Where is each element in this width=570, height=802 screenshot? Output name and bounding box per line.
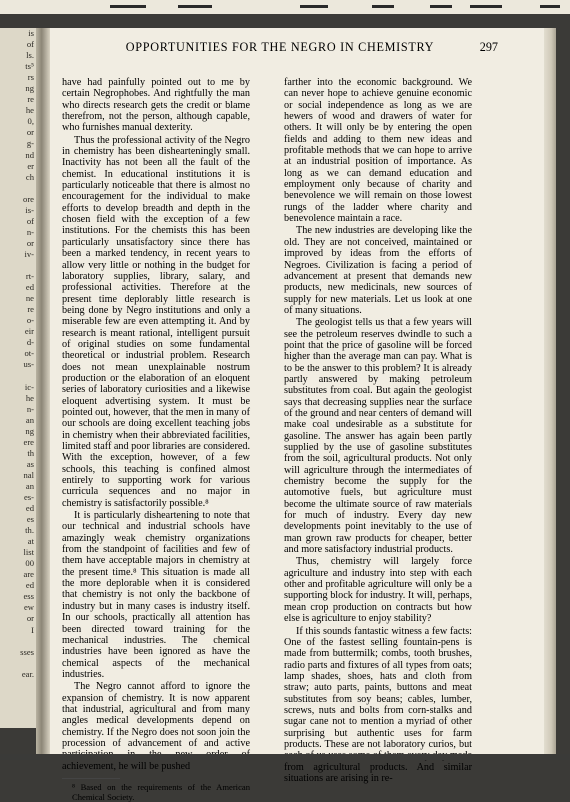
facing-page-fragment: of bbox=[26, 215, 34, 226]
facing-page-fragment: sses bbox=[20, 646, 34, 657]
paragraph: The new industries are developing like the old. They are not conceived, maintained or improved by ideas from the efforts of Negroes. Civilization is facing a period of advancement at present that demands new products, new medicinals, new sources of supply for new materials. Let us look at one of many situations. bbox=[284, 225, 472, 316]
facing-page-fragment: o- bbox=[26, 315, 34, 326]
facing-page-fragment: g- bbox=[26, 138, 34, 149]
facing-page-fragment: is- bbox=[25, 204, 34, 215]
facing-page-fragment: rs bbox=[27, 72, 34, 83]
facing-page-fragment: at bbox=[27, 536, 34, 547]
facing-page-fragment bbox=[0, 370, 36, 381]
facing-page-fragment: list bbox=[23, 547, 34, 558]
page-number: 297 bbox=[479, 40, 498, 54]
facing-page-fragment: er bbox=[27, 160, 34, 171]
facing-page-fragment: re bbox=[27, 94, 34, 105]
facing-page-fragment: nd bbox=[25, 149, 34, 160]
running-title: OPPORTUNITIES FOR THE NEGRO IN CHEMISTRY bbox=[125, 40, 435, 54]
facing-page-fragment: ear. bbox=[21, 668, 34, 679]
facing-page-fragment: he bbox=[25, 392, 34, 403]
facing-page-fragment: d- bbox=[26, 337, 34, 348]
facing-page-fragment: ot- bbox=[24, 348, 34, 359]
facing-page-fragment: he bbox=[25, 105, 34, 116]
facing-page-fragment: re bbox=[27, 304, 34, 315]
facing-page-fragment: es- bbox=[23, 491, 34, 502]
right-column bbox=[284, 77, 472, 784]
facing-page-fragment: are bbox=[23, 569, 34, 580]
facing-page-fragment: 00 bbox=[25, 558, 34, 569]
facing-page-fragment bbox=[0, 658, 36, 669]
facing-page-fragment: nal bbox=[23, 469, 34, 480]
facing-page-fragment: an bbox=[25, 414, 34, 425]
facing-page-fragment: or bbox=[26, 127, 34, 138]
facing-page-fragment bbox=[0, 183, 36, 194]
bottom-shadow bbox=[0, 754, 570, 760]
facing-page-fragment: ere bbox=[23, 436, 34, 447]
facing-page-fragment: I bbox=[28, 624, 34, 635]
facing-page-edge bbox=[0, 28, 36, 728]
paragraph: The geologist tells us that a few years will see the petroleum reserves dwindle to such a point that the price of gasoline will be forced higher than the average man can pay. What is to be the answer to this problem? It is already partly answered by making petroleum substitutes from coal. But again the geologist says that decreasing supplies near the surface of the ground and near centers of demand will make coal undesirable as a substitute for gasoline. The answer has again been partly supplied by the use of gasoline substitutes from the soil, agricultural products. Not only will agriculture through the intermediates of chemistry become the supply for the automotive fuels, but agriculture must become the ultimate source of raw materials for much of industry. Every day new developments point inevitably to the use of man grown raw products for cheaper, better and more satisfactory industrial products. bbox=[284, 317, 472, 556]
facing-page-fragment: th. bbox=[25, 525, 34, 536]
facing-page-fragment: 0, bbox=[27, 116, 34, 127]
facing-page-fragment: of bbox=[26, 39, 34, 50]
facing-page-fragment bbox=[0, 260, 36, 271]
facing-page-fragment: ts⁵ bbox=[25, 61, 34, 72]
facing-page-fragment: rt- bbox=[25, 271, 34, 282]
facing-page-fragment: ng bbox=[25, 83, 34, 94]
facing-page-fragment: as bbox=[26, 458, 34, 469]
paragraph: farther into the economic background. We can never hope to achieve genuine economic or social independence as long as we are hewers of wood and drawers of water for others. It will only be by entering the open fields and adding to them new ideas and profitable methods that we can hope to arrive at an industrial position of importance. As long as we can demand education and employment only because of charity and benevolence we will remain on those lowest rungs of the ladder where charity and benevolence maintain a race. bbox=[284, 77, 472, 225]
facing-page-fragment: ew bbox=[23, 602, 34, 613]
paragraph: It is particularly disheartening to note that our technical and industrial schools have amazingly weak chemistry organizations from the standpoint of facilities and few of them have acceptable majors in chemistry at the present time.⁸ This situation is made all the more deplorable when it is considered that chemistry is not only the backbone of industry but in many cases is industry itself. In our schools, practically all attention has been directed toward training for the mechanical industries. The chemical industries have been ignored as have the chemical aspects of the mechanical industries. bbox=[62, 510, 250, 680]
facing-page-fragment: ic- bbox=[24, 381, 34, 392]
paragraph: Thus the professional activity of the Negro in chemistry has been dishearteningly small. Inactivity has not been all the fault of the chemist. In educational institutions it is particularly noticeable that there is almost no encouragement for the individual to make efforts to develop breadth and depth in the chosen field with the exception of a few institutions. For the chemists this has been particularly unsatisfactory since there has been a marked tendency, in recent years to allow very little or nothing in the budget for laboratory supplies, library, salary, and professional activities. Therefore at the present time deplorably little research is being done by Negro institutions and only a miserable few are even attempting it. And by research is meant rational, intelligent pursuit of original studies on some fundamental theoretical or industrial problem. Research does not mean unexplainable nostrum production or the elaboration of an eloquent series of laboratory curiosities and a likewise eloquent advertising system. It must be pointed out, however, that the men in many of our schools are doing excellent teaching jobs in chemistry when their abbreviated facilities, limited staff and poor libraries are considered. With the exception, however, of a few schools, this teaching is confined almost entirely to supporting work for various curricula sequences and no major in chemistry is satisfactorily possible.⁸ bbox=[62, 134, 251, 509]
facing-page-fragment bbox=[0, 636, 36, 647]
facing-page-fragment: ng bbox=[25, 425, 34, 436]
facing-page-fragment: n- bbox=[26, 226, 34, 237]
facing-page-fragment: ne bbox=[25, 293, 34, 304]
facing-page-fragment: ed bbox=[25, 282, 34, 293]
paragraph: If this sounds fantastic witness a few facts: One of the fastest selling fountain-pens is made from buttermilk; combs, tooth brushes, radio parts and fixtures of all types from oats; lamp shades, shoes, hats and cloth from straw; auto parts, paints, buttons and meat substitutes from soy beans; cables, lumber, screws, nuts and bolts from corn-stalks and sugar cane not to mention a myriad of other surprising but authentic uses for farm products. These are not laboratory curios, but from agricultural products. And similar situations are arising in re- bbox=[284, 625, 472, 784]
facing-page-fragment: ls. bbox=[26, 50, 34, 61]
facing-page-fragment: us- bbox=[23, 359, 34, 370]
facing-page-fragment: or bbox=[26, 237, 34, 248]
top-edge-strip bbox=[0, 0, 570, 14]
left-column bbox=[62, 77, 250, 802]
paragraph: Thus, chemistry will largely force agriculture and industry into step with each other and profitable agriculture will only be a supporting block for industry. It will, perhaps, mean crop production on contracts but how else is agriculture to enjoy stability? bbox=[284, 556, 472, 625]
facing-page-fragment: ed bbox=[25, 580, 34, 591]
page-header bbox=[62, 40, 498, 56]
facing-page-fragment: th bbox=[27, 447, 34, 458]
paragraph: have had painfully pointed out to me by certain Negrophobes. And rightfully the man who directs research gets the credit or blame therefrom, not the person, although capable, who furnishes manual dexterity. bbox=[62, 77, 250, 134]
facing-page-fragment: is bbox=[28, 28, 34, 38]
facing-page-fragment: an bbox=[25, 480, 34, 491]
facing-page-fragment: es bbox=[26, 514, 34, 525]
footnote-rule bbox=[62, 778, 120, 779]
paragraph: The Negro cannot afford to ignore the expansion of chemistry. It is now apparent that industrial, agricultural and from many angles medical developments depend on chemistry. If the Negro does not soon join the procession of advancement of and active achievement, he will be pushed bbox=[62, 681, 250, 772]
facing-page-fragment: ore bbox=[23, 193, 34, 204]
book-gutter bbox=[36, 28, 50, 760]
facing-page-fragment: iv- bbox=[24, 248, 34, 259]
footnote: ⁸ Based on the requirements of the American Chemical Society. bbox=[72, 781, 250, 802]
facing-page-fragment: ess bbox=[23, 591, 34, 602]
page-edge bbox=[544, 28, 556, 760]
facing-page-fragment: ch bbox=[25, 171, 34, 182]
facing-page-fragment: or bbox=[26, 613, 34, 624]
facing-page-fragment: n- bbox=[26, 403, 34, 414]
facing-page-fragment: eir bbox=[24, 326, 34, 337]
facing-page-fragment: ed bbox=[25, 503, 34, 514]
